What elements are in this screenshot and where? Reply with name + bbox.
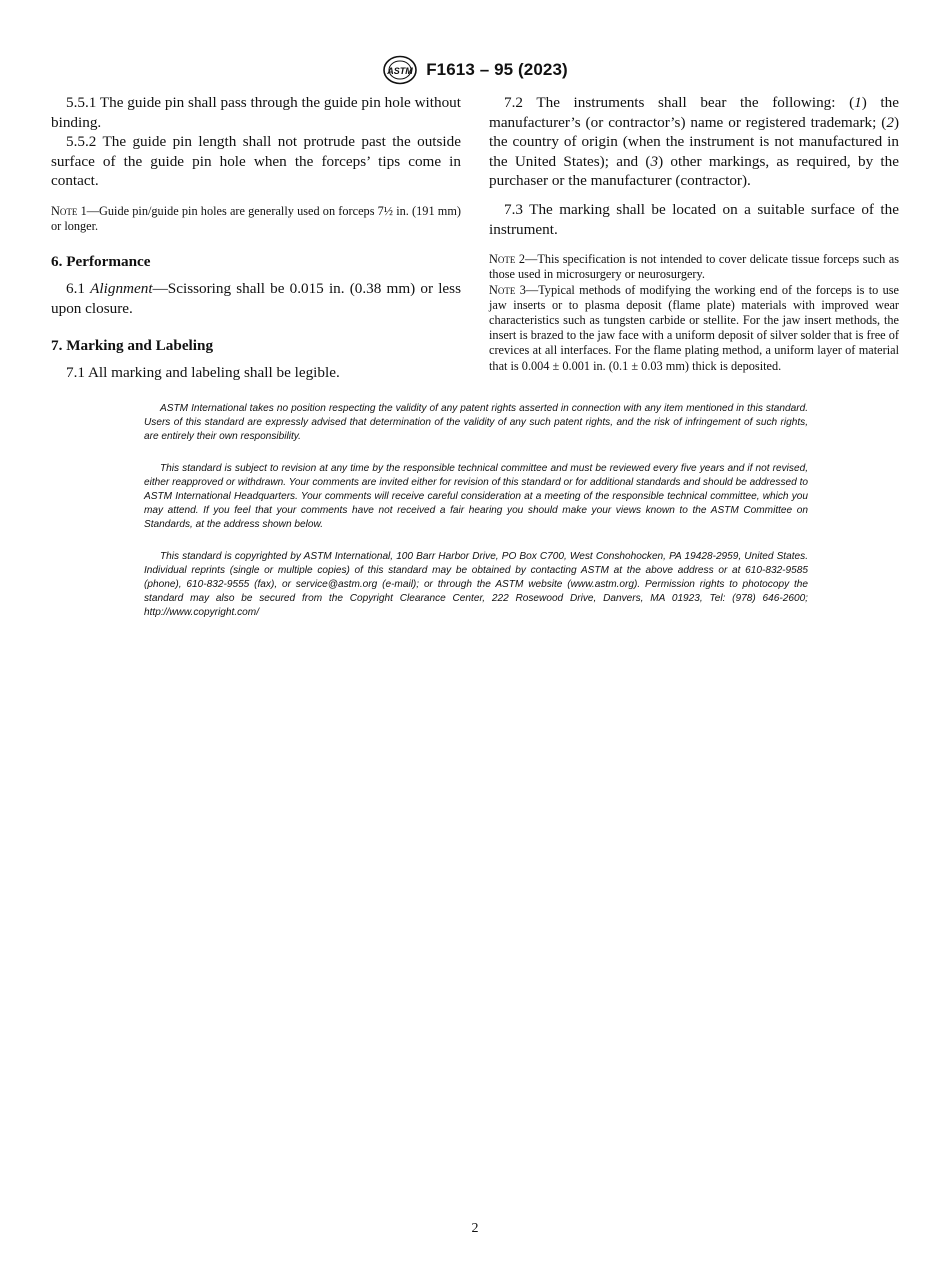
note-2 (489, 252, 899, 282)
paragraph-7-2-part-c: ) the country of origin (when the instrument is not manufactured in the United States); and ( (489, 113, 899, 170)
note-1-text: 1—Guide pin/guide pin holes are generally used on forceps 7½ in. (191 mm) or longer. (51, 203, 461, 234)
paragraph-7-2 (489, 93, 899, 191)
header-inner (382, 55, 568, 85)
list-number-2: 2 (886, 113, 894, 131)
list-number-1: 1 (854, 94, 862, 111)
left-column (51, 93, 461, 382)
note-2-label: Note (489, 252, 516, 267)
logo-text: ASTM (387, 66, 413, 76)
paragraph-7-1: 7.1 All marking and labeling shall be legible. (66, 363, 340, 381)
paragraph-7-3: 7.3 The marking shall be located on a suitable surface of the instrument. (489, 200, 899, 238)
astm-logo-icon (382, 55, 418, 85)
note-2-text: 2—This specification is not intended to cover delicate tissue forceps such as those used in microsurgery or neurosurgery. (489, 252, 899, 282)
section-6-heading: 6. Performance (51, 253, 151, 271)
patent-notice: ASTM International takes no position respecting the validity of any patent rights asserted in connection with any item mentioned in this standard. Users of this standard are expressly advised that determination of the validity of any such patent rights, and the risk of infringement of such rights, are entirely their own responsibility. (144, 403, 808, 442)
revision-notice: This standard is subject to revision at any time by the responsible technical committee and must be reviewed every five years and if not revised, either reapproved or withdrawn. Your comments are invited either for revision of this standard or for additional standards and should be addressed to ASTM International Headquarters. Your comments will receive careful consideration at a meeting of the responsible technical committee, which you may attend. If you feel that your comments have not received a fair hearing you should make your views known to the ASTM Committee on Standards, at the address shown below. (144, 463, 808, 530)
page-header (0, 55, 950, 90)
legal-notices (144, 402, 808, 619)
note-1-label: Note (51, 203, 78, 218)
note-3 (489, 283, 899, 374)
paragraph-5-5-2: 5.5.2 The guide pin length shall not protrude past the outside surface of the guide pin hole when the forceps’ tips come in contact. (51, 133, 461, 190)
paragraph-5-5-1: 5.5.1 The guide pin shall pass through the guide pin hole without binding. (51, 94, 461, 131)
document-designation: F1613 – 95 (2023) (426, 60, 568, 79)
section-7-heading: 7. Marking and Labeling (51, 337, 214, 355)
list-number-3: 3 (650, 152, 659, 170)
paragraph-6-1-number: 6.1 (66, 279, 91, 297)
note-3-label: Note (489, 282, 516, 297)
paragraph-6-1-term: Alignment (90, 279, 153, 297)
page-number: 2 (471, 1221, 479, 1236)
paragraph-7-2-part-d: ) other markings, as required, by the purchaser or the manufacturer (contractor). (489, 152, 899, 190)
note-3-text: 3—Typical methods of modifying the working end of the forceps is to use jaw inserts or to plasma deposit (flame plate) materials with improved wear characteristics such as tungsten carbide or stellite. For the jaw insert methods, the insert is brazed to the jaw face with a uniform deposit of silver solder that is free of crevices at all interfaces. For the flame plating method, a uniform layer of material that is 0.004 ± 0.001 in. (0.1 ± 0.03 mm) thick is deposited. (489, 282, 899, 373)
paragraph-6-1 (51, 279, 461, 318)
paragraph-6-1-text: —Scissoring shall be 0.015 in. (0.38 mm) or less upon closure. (51, 279, 461, 317)
paragraph-7-2-part-b: ) the manufacturer’s (or contractor’s) name or registered trademark; ( (489, 94, 899, 131)
paragraph-7-2-part-a: 7.2 The instruments shall bear the following: ( (504, 94, 855, 111)
copyright-notice: This standard is copyrighted by ASTM International, 100 Barr Harbor Drive, PO Box C700, West Conshohocken, PA 19428-2959, United States. Individual reprints (single or multiple copies) of this standard may be obtained by contacting ASTM at the above address or at 610-832-9585 (phone), 610-832-9555 (fax), or service@astm.org (e-mail); or through the ASTM website (www.astm.org). Permission rights to photocopy the standard may also be secured from the Copyright Clearance Center, 222 Rosewood Drive, Danvers, MA 01923, Tel: (978) 646-2600; http://www.copyright.com/ (144, 551, 808, 618)
right-column (489, 93, 899, 374)
note-1 (51, 204, 461, 234)
